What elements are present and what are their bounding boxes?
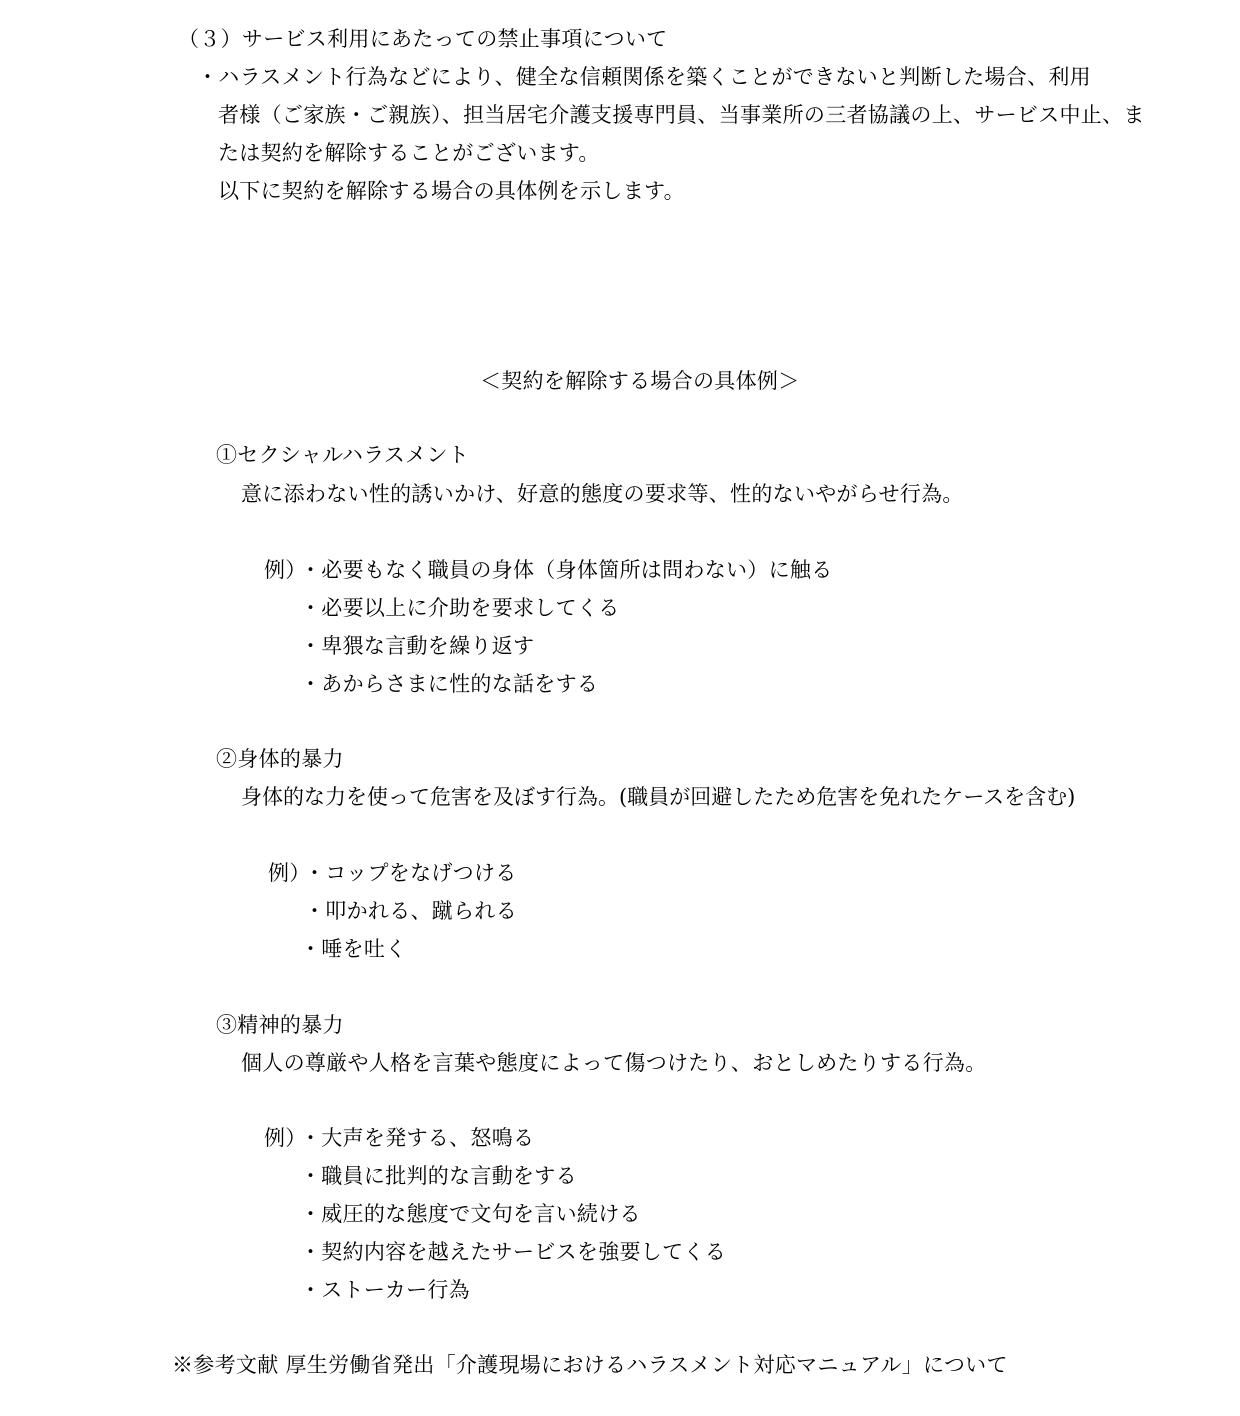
example-item: ・あからさまに性的な話をする [300, 672, 599, 696]
intro-line-1: ・ハラスメント行為などにより、健全な信頼関係を築くことができないと判断した場合、利用 [197, 65, 1091, 89]
intro-line-3: たは契約を解除することがございます。 [218, 141, 600, 165]
category-title: ③精神的暴力 [216, 1013, 344, 1037]
example-item: ・必要以上に介助を要求してくる [300, 596, 620, 620]
category-title: ①セクシャルハラスメント [216, 443, 470, 467]
category-description: 意に添わない性的誘いかけ、好意的態度の要求等、性的ないやがらせ行為。 [241, 482, 964, 506]
example-item: ・卑猥な言動を繰り返す [300, 634, 535, 658]
example-item: ・威圧的な態度で文句を言い続ける [300, 1202, 641, 1226]
example-prefix: 例） [264, 558, 307, 582]
category-description: 身体的な力を使って危害を及ぼす行為。(職員が回避したため危害を免れたケースを含む) [241, 785, 1076, 809]
example-prefix: 例） [264, 1126, 307, 1150]
category-title: ②身体的暴力 [216, 747, 344, 771]
example-item: ・ストーカー行為 [300, 1278, 470, 1302]
example-item: ・大声を発する、怒鳴る [300, 1126, 535, 1150]
example-item: ・コップをなげつける [304, 861, 517, 885]
example-prefix: 例） [268, 861, 311, 885]
intro-line-2: 者様（ご家族・ご親族）、担当居宅介護支援専門員、当事業所の三者協議の上、サービス中止、ま [218, 103, 1145, 127]
example-item: ・叩かれる、蹴られる [304, 899, 517, 923]
example-item: ・職員に批判的な言動をする [300, 1164, 577, 1188]
category-description: 個人の尊厳や人格を言葉や態度によって傷つけたり、おとしめたりする行為。 [241, 1051, 987, 1075]
intro-line-4: 以下に契約を解除する場合の具体例を示します。 [218, 179, 685, 203]
section-heading: （３）サービス利用にあたっての禁止事項について [178, 27, 668, 51]
example-item: ・必要もなく職員の身体（身体箇所は問わない）に触る [300, 558, 833, 582]
example-item: ・唾を吐く [300, 937, 407, 961]
example-item: ・契約内容を越えたサービスを強要してくる [300, 1240, 726, 1264]
reference-note: ※参考文献 厚生労働省発出「介護現場におけるハラスメント対応マニュアル」について [172, 1353, 1008, 1377]
examples-title: ＜契約を解除する場合の具体例＞ [480, 369, 800, 393]
